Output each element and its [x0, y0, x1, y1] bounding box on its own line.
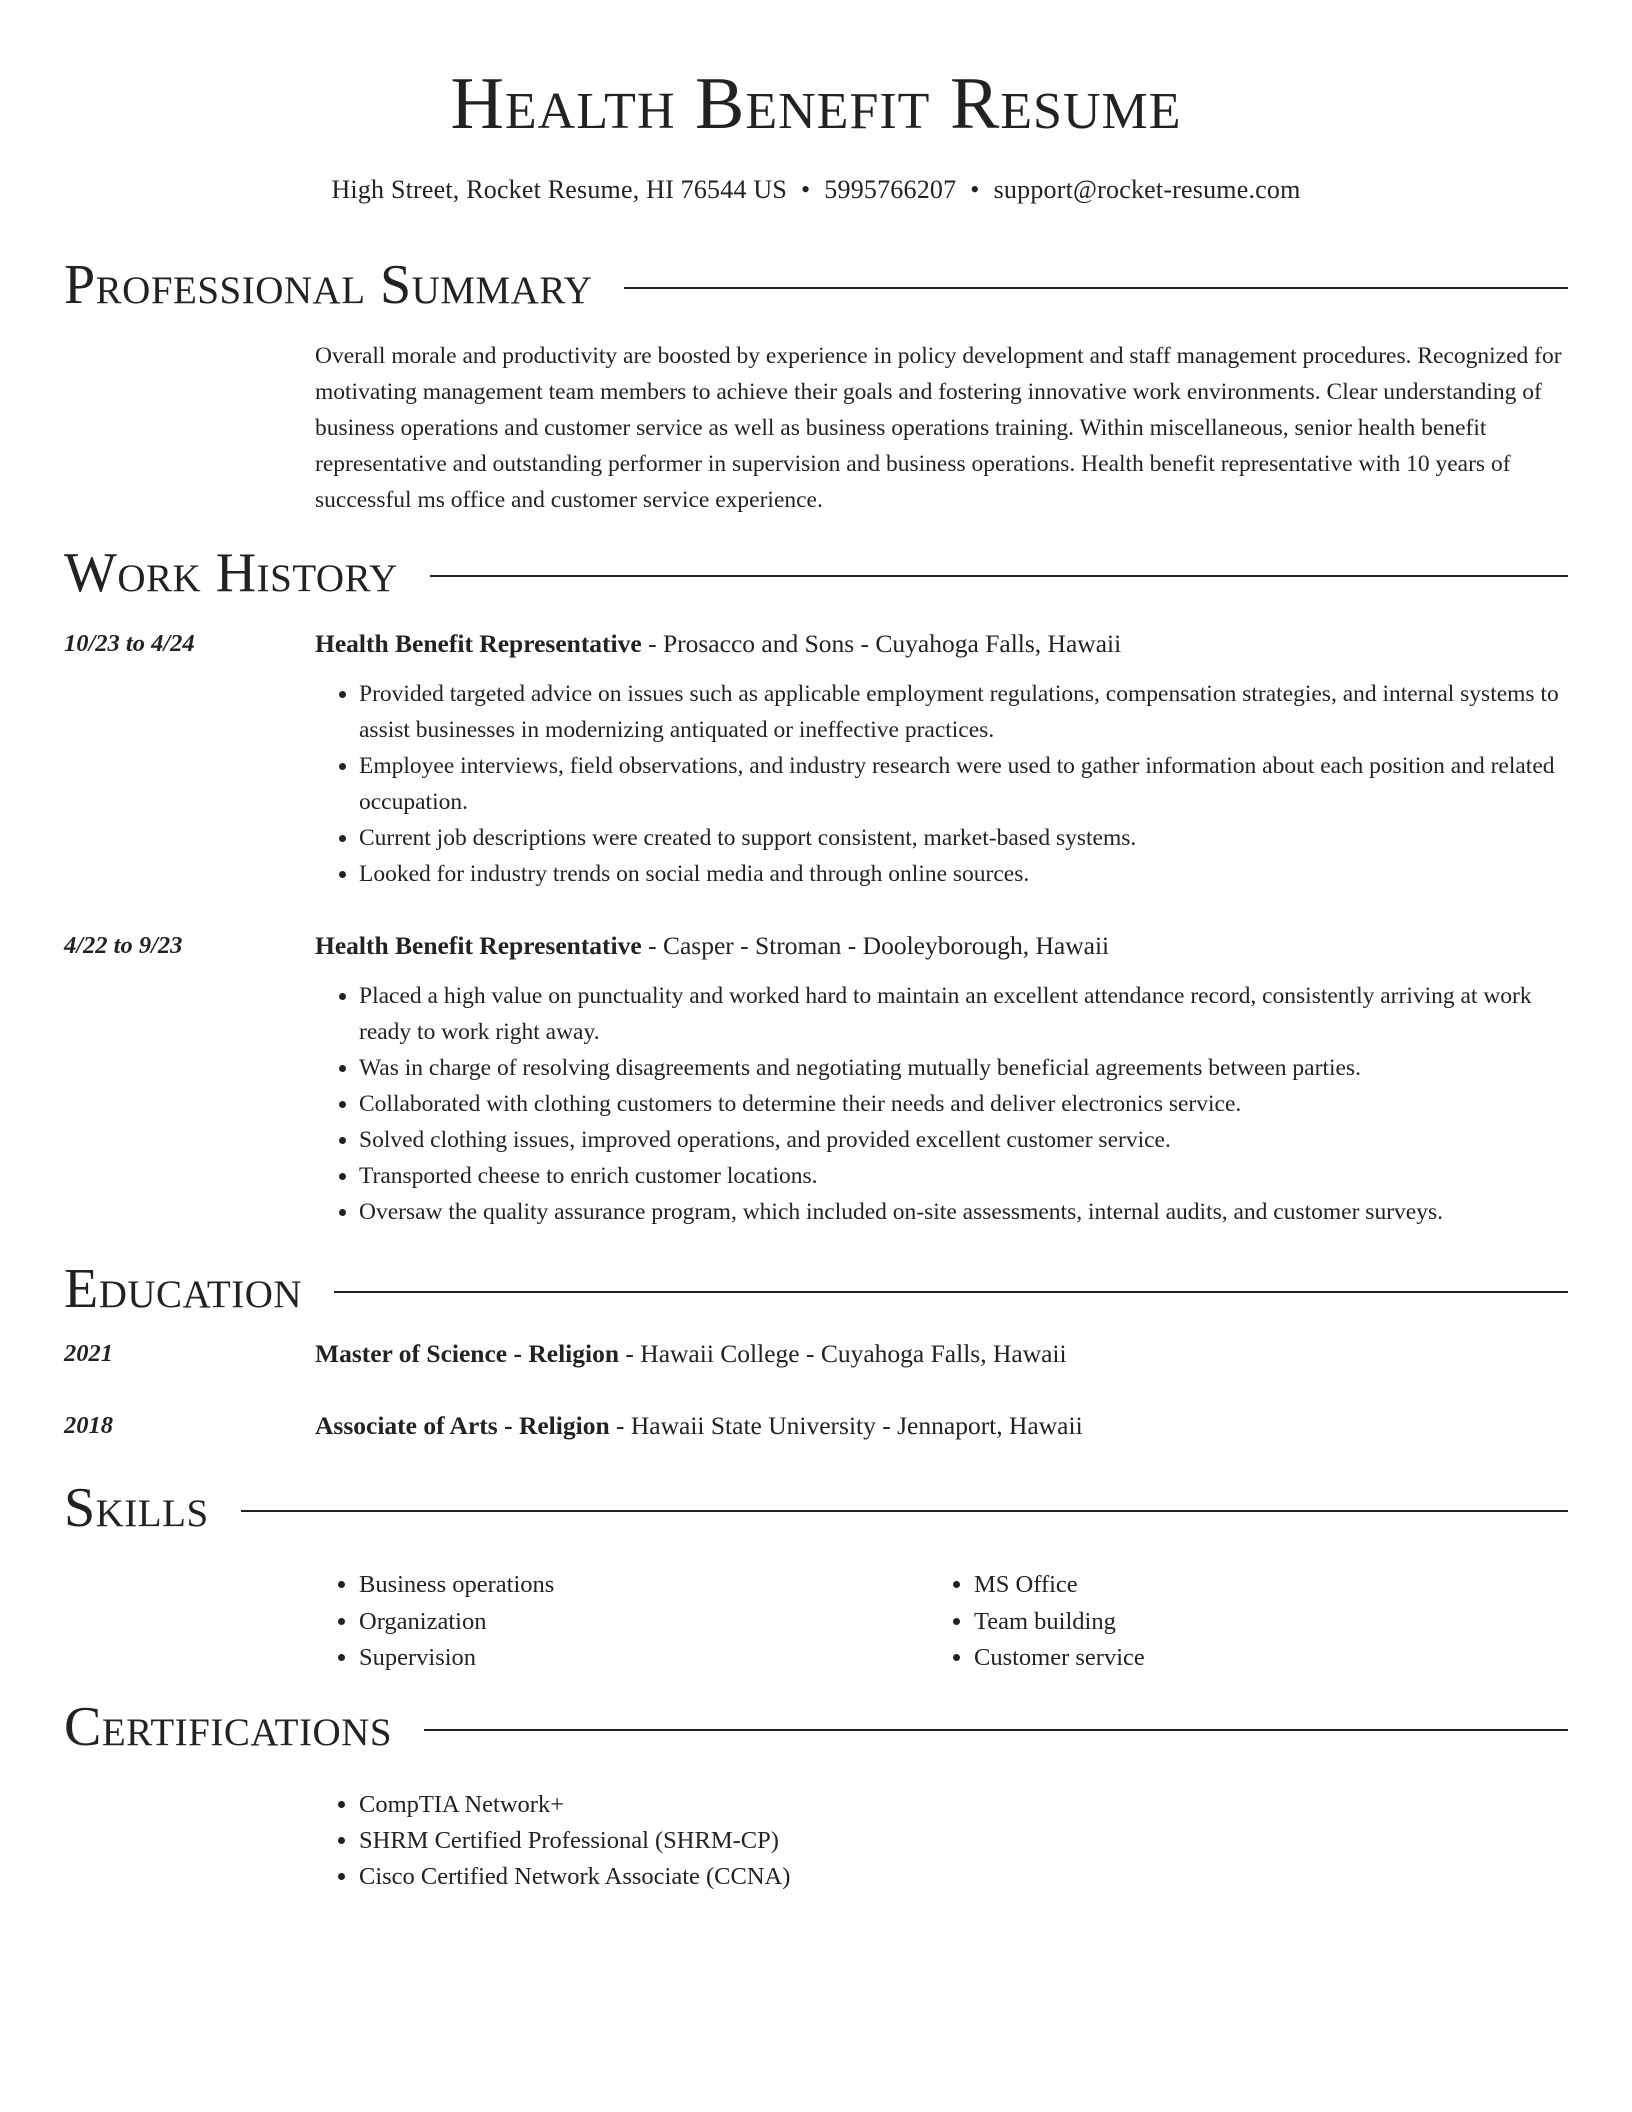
- skill-item: • Business operations: [359, 1567, 554, 1604]
- education-year: 2021: [64, 1340, 113, 1367]
- job-content: [315, 624, 1568, 892]
- section-divider: [430, 575, 1568, 577]
- job-details: - Casper - Stroman - Dooleyborough, Hawaii: [641, 931, 1110, 960]
- work-section-header: [64, 540, 1568, 606]
- skills-column-left: [315, 1567, 554, 1677]
- job-bullet: • Current job descriptions were created to support consistent, market-based systems.: [359, 820, 1568, 856]
- contact-phone: 5995766207: [824, 175, 957, 204]
- education-heading: [315, 1334, 1568, 1374]
- contact-separator: •: [970, 175, 980, 204]
- job-bullet: • Collaborated with clothing customers to determine their needs and deliver electronics service.: [359, 1086, 1568, 1122]
- certification-item: • Cisco Certified Network Associate (CCNA): [359, 1859, 1565, 1895]
- job-dates: 4/22 to 9/23: [64, 932, 183, 959]
- certification-item: • CompTIA Network+: [359, 1787, 1565, 1823]
- summary-text: Overall morale and productivity are boosted by experience in policy development and staff management procedures. Recognized for motivating management team members to achieve their goals and fostering innovative work environments. Clear understanding of business operations and customer service as well as business operations training. Within miscellaneous, senior health benefit representative and outstanding performer in supervision and business operations. Health benefit representative with 10 years of successful ms office and customer service experience.: [315, 343, 1562, 513]
- education-heading: [315, 1406, 1568, 1446]
- section-divider: [334, 1291, 1568, 1293]
- summary-title: Professional Summary: [64, 254, 593, 316]
- education-title: Education: [64, 1258, 303, 1320]
- summary-section-header: [64, 252, 1568, 318]
- skill-item: • MS Office: [974, 1567, 1145, 1604]
- certifications-section-header: [64, 1694, 1568, 1760]
- education-content: [315, 1406, 1568, 1446]
- skills-column-right: [930, 1567, 1145, 1677]
- resume-name: Health Benefit Resume: [450, 63, 1182, 145]
- job-bullet: • Placed a high value on punctuality and worked hard to maintain an excellent attendance record, consistently arriving at work ready to work right away.: [359, 978, 1568, 1050]
- job-bullet: • Was in charge of resolving disagreements and negotiating mutually beneficial agreements between parties.: [359, 1050, 1568, 1086]
- work-title: Work History: [64, 542, 398, 604]
- job-role: Health Benefit Representative: [315, 629, 642, 658]
- education-section-header: [64, 1256, 1568, 1322]
- job-bullet: • Looked for industry trends on social media and through online sources.: [359, 856, 1568, 892]
- section-divider: [424, 1729, 1568, 1731]
- section-divider: [241, 1510, 1568, 1512]
- skills-title: Skills: [64, 1477, 209, 1539]
- education-degree: Associate of Arts - Religion: [315, 1411, 610, 1440]
- job-role: Health Benefit Representative: [315, 931, 642, 960]
- job-bullet: • Employee interviews, field observations, and industry research were used to gather information about each position and related occupation.: [359, 748, 1568, 820]
- job-bullet: • Solved clothing issues, improved operations, and provided excellent customer service.: [359, 1122, 1568, 1158]
- skills-section-header: [64, 1475, 1568, 1541]
- job-heading: [315, 624, 1568, 664]
- certifications-bullets: [315, 1787, 1565, 1895]
- section-divider: [624, 287, 1568, 289]
- certification-item: • SHRM Certified Professional (SHRM-CP): [359, 1823, 1565, 1859]
- certifications-title: Certifications: [64, 1696, 393, 1758]
- education-degree: Master of Science - Religion: [315, 1339, 620, 1368]
- contact-line: [0, 172, 1632, 208]
- job-bullet: • Oversaw the quality assurance program, which included on-site assessments, internal audits, and customer surveys.: [359, 1194, 1568, 1230]
- skill-item: • Customer service: [974, 1640, 1145, 1677]
- job-bullet: • Provided targeted advice on issues such as applicable employment regulations, compensation strategies, and internal systems to assist businesses in modernizing antiquated or ineffective practices.: [359, 676, 1568, 748]
- job-bullets: [315, 978, 1568, 1230]
- education-year: 2018: [64, 1412, 113, 1439]
- contact-email: support@rocket-resume.com: [993, 175, 1301, 204]
- skill-item: • Supervision: [359, 1640, 554, 1677]
- job-heading: [315, 926, 1568, 966]
- contact-separator: •: [800, 175, 811, 204]
- contact-address: High Street, Rocket Resume, HI 76544 US: [331, 175, 787, 204]
- certifications-list: [315, 1787, 1565, 1895]
- job-details: - Prosacco and Sons - Cuyahoga Falls, Hawaii: [641, 629, 1122, 658]
- education-details: - Hawaii State University - Jennaport, Hawaii: [609, 1411, 1083, 1440]
- education-details: - Hawaii College - Cuyahoga Falls, Hawaii: [619, 1339, 1067, 1368]
- job-content: [315, 926, 1568, 1230]
- skill-item: • Team building: [974, 1604, 1145, 1641]
- job-bullet: • Transported cheese to enrich customer locations.: [359, 1158, 1568, 1194]
- education-content: [315, 1334, 1568, 1374]
- skill-item: • Organization: [359, 1604, 554, 1641]
- job-dates: 10/23 to 4/24: [64, 630, 195, 657]
- job-bullets: [315, 676, 1568, 892]
